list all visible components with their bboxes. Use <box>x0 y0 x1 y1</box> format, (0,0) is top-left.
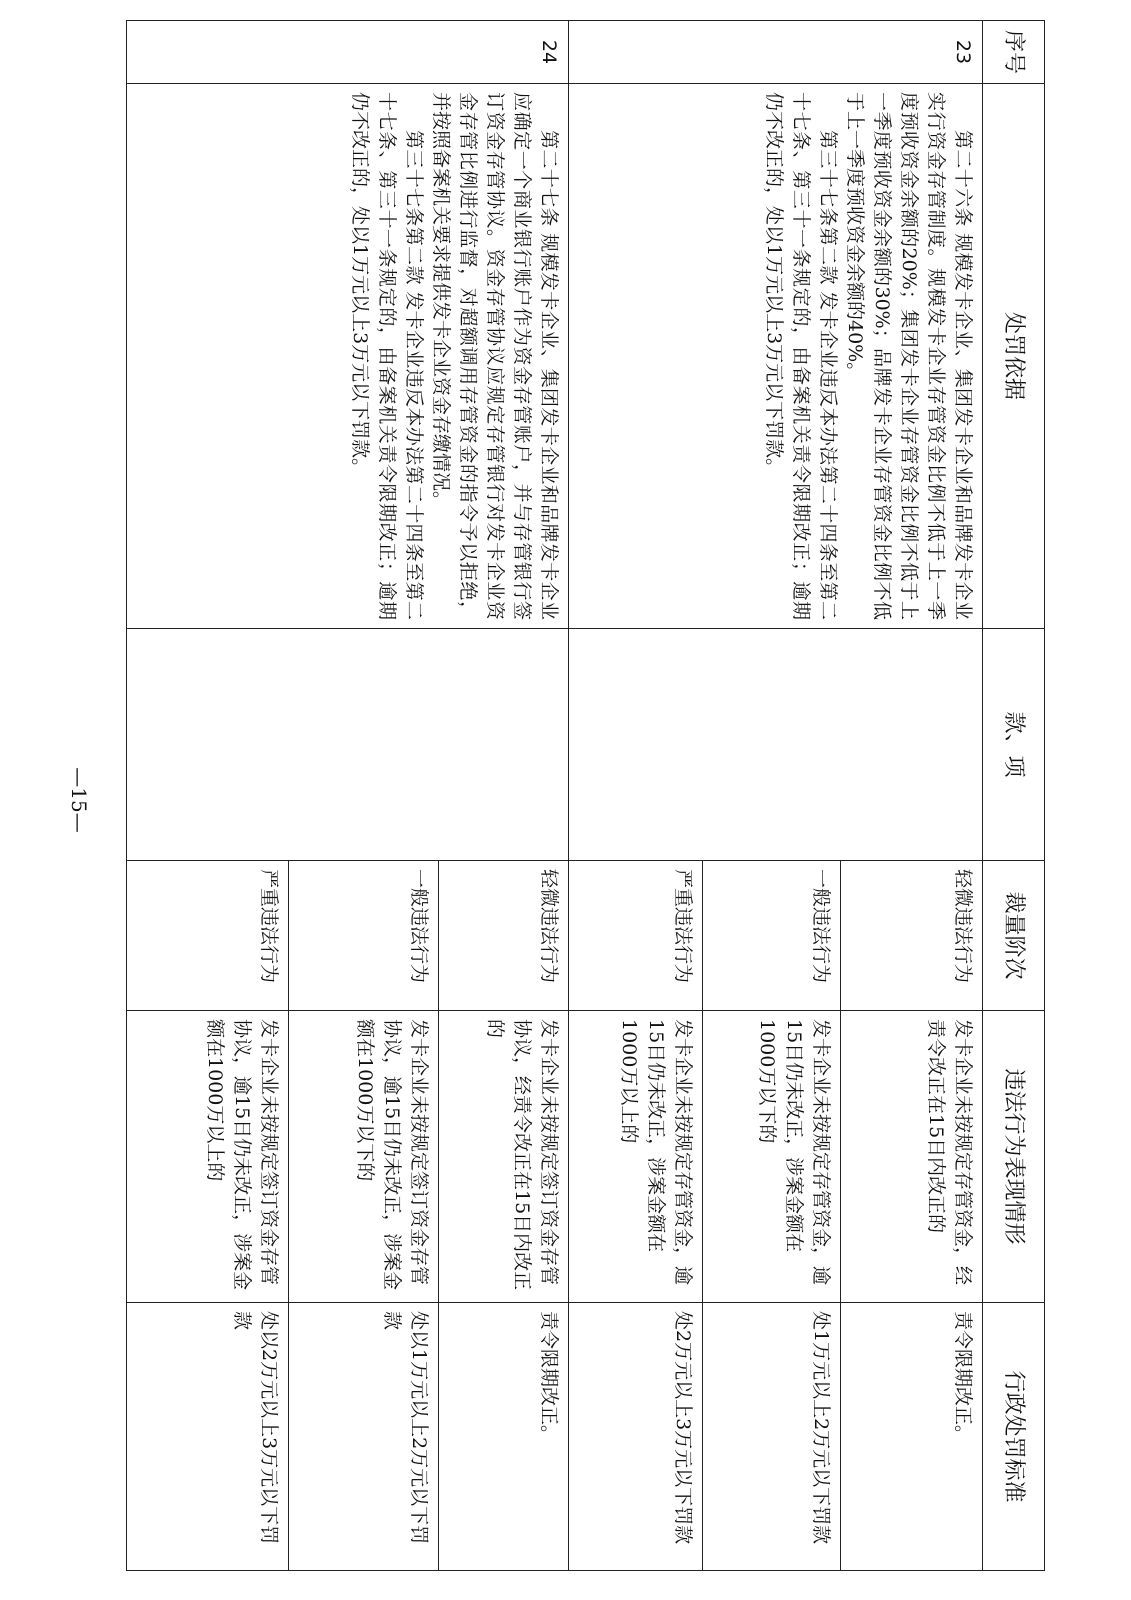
penalty-cell: 处1万元以上2万元以下罚款 <box>703 1303 841 1571</box>
penalty-cell: 处2万元以上3万元以下罚款 <box>569 1303 703 1571</box>
header-situation: 违法行为表现情形 <box>983 1011 1045 1303</box>
clause-cell <box>127 629 569 861</box>
header-seq: 序号 <box>983 21 1045 84</box>
table-row <box>841 21 983 1571</box>
situation-cell: 发卡企业未按规定存管资金，经责令改正在15日内改正的 <box>841 1011 983 1303</box>
header-basis: 处罚依据 <box>983 84 1045 629</box>
situation-cell: 发卡企业未按规定签订资金存管协议，经责令改正在15日内改正的 <box>439 1011 569 1303</box>
page-number: —15— <box>67 767 91 833</box>
level-cell: 一般违法行为 <box>289 861 439 1011</box>
penalty-cell: 责令限期改正。 <box>439 1303 569 1571</box>
basis-paragraph: 第二十七条 规模发卡企业、集团发卡企业和品牌发卡企业应确定一个商业银行账户作为资金存管账户，并与存管银行签订资金存管协议。资金存管协议应规定存管银行对发卡企业资金存管比例进行监督，对超额调用存管资金的指令予以拒绝，并按照备案机关要求提供发卡企业资金存缴情况。 <box>430 92 560 620</box>
situation-cell: 发卡企业未按规定存管资金，逾15日仍未改正，涉案金额在1000万以上的 <box>569 1011 703 1303</box>
level-cell: 轻微违法行为 <box>439 861 569 1011</box>
level-cell: 一般违法行为 <box>703 861 841 1011</box>
seq-cell: 24 <box>127 21 569 84</box>
level-cell: 严重违法行为 <box>569 861 703 1011</box>
penalty-cell: 处以2万元以上3万元以下罚款 <box>127 1303 289 1571</box>
situation-cell: 发卡企业未按规定签订资金存管协议，逾15日仍未改正，涉案金额在1000万以下的 <box>289 1011 439 1303</box>
level-cell: 轻微违法行为 <box>841 861 983 1011</box>
header-penalty: 行政处罚标准 <box>983 1303 1045 1571</box>
level-cell: 严重违法行为 <box>127 861 289 1011</box>
seq-cell: 23 <box>569 21 983 84</box>
penalty-table <box>126 20 1045 1571</box>
header-row <box>983 21 1045 1571</box>
basis-paragraph: 第三十七条第二款 发卡企业违反本办法第二十四条至第二十七条、第三十一条规定的，由备案机关责令限期改正；逾期仍不改正的，处以1万元以上3万元以下罚款。 <box>349 92 425 620</box>
basis-cell <box>569 84 983 629</box>
clause-cell <box>569 629 983 861</box>
penalty-cell: 责令限期改正。 <box>841 1303 983 1571</box>
basis-cell <box>127 84 569 629</box>
situation-cell: 发卡企业未按规定存管资金，逾15日仍未改正，涉案金额在1000万以下的 <box>703 1011 841 1303</box>
basis-paragraph: 第三十七条第二款 发卡企业违反本办法第二十四条至第二十七条、第三十一条规定的，由备案机关责令限期改正；逾期仍不改正的，处以1万元以上3万元以下罚款。 <box>763 92 839 620</box>
situation-cell: 发卡企业未按规定签订资金存管协议，逾15日仍未改正，涉案金额在1000万以上的 <box>127 1011 289 1303</box>
penalty-cell: 处以1万元以上2万元以下罚款 <box>289 1303 439 1571</box>
header-level: 裁量阶次 <box>983 861 1045 1011</box>
table-row <box>439 21 569 1571</box>
header-clause: 款、项 <box>983 629 1045 861</box>
basis-paragraph: 第二十六条 规模发卡企业、集团发卡企业和品牌发卡企业实行资金存管制度。规模发卡企业存管资金比例不低于上一季度预收资金余额的20%；集团发卡企业存管资金比例不低于上一季度预收资金余额的30%；品牌发卡企业存管资金比例不低于上一季度预收资金余额的40%。 <box>844 92 974 620</box>
